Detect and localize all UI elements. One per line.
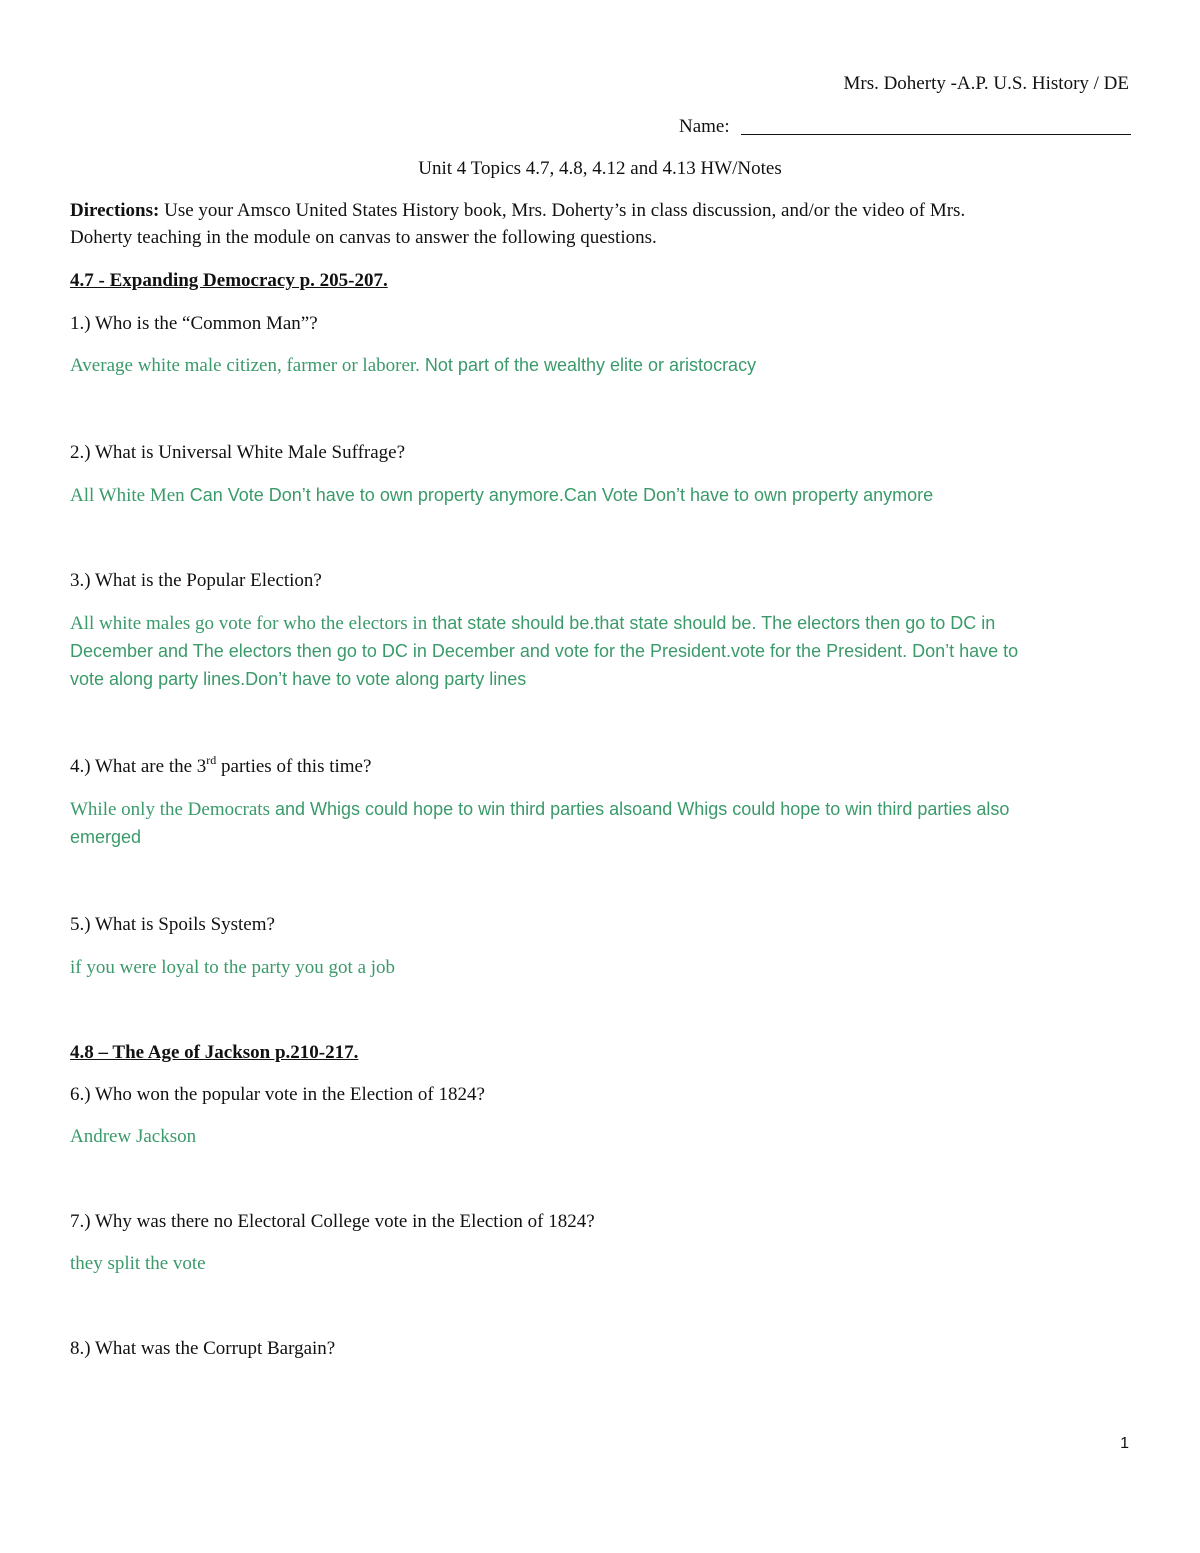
answer-2[interactable] bbox=[70, 485, 933, 507]
answer-4-line-1[interactable] bbox=[70, 799, 1009, 821]
question-2: 2.) What is Universal White Male Suffrage? bbox=[70, 442, 406, 463]
answer-3-line-1[interactable] bbox=[70, 613, 995, 635]
answer-3-line-3[interactable]: vote along party lines.Don’t have to vote along party lines bbox=[70, 669, 527, 689]
question-5: 5.) What is Spoils System? bbox=[70, 914, 275, 935]
answer-6[interactable]: Andrew Jackson bbox=[70, 1126, 197, 1147]
question-6: 6.) Who won the popular vote in the Election of 1824? bbox=[70, 1084, 485, 1105]
answer-1-part-a: Average white male citizen, farmer or laborer. bbox=[70, 355, 420, 376]
answer-4-part-b: and Whigs could hope to win third parties alsoand Whigs could hope to win third parties also bbox=[269, 799, 1010, 819]
directions-line-2: Doherty teaching in the module on canvas to answer the following questions. bbox=[70, 227, 657, 248]
question-4-prefix: 4.) What are the 3 bbox=[70, 756, 207, 777]
answer-4-part-a: While only the Democrats bbox=[70, 799, 270, 820]
answer-7[interactable]: they split the vote bbox=[70, 1253, 206, 1274]
directions-text-1: Use your Amsco United States History book, Mrs. Doherty’s in class discussion, and/or the video of Mrs. bbox=[159, 200, 966, 221]
section-heading-4-8: 4.8 – The Age of Jackson p.210-217. bbox=[70, 1042, 359, 1063]
directions-line-1 bbox=[70, 200, 965, 222]
answer-2-part-b: Can Vote Don’t have to own property anymore.Can Vote Don’t have to own property anymore bbox=[184, 485, 934, 505]
answer-4-line-2[interactable]: emerged bbox=[70, 827, 142, 847]
question-3: 3.) What is the Popular Election? bbox=[70, 570, 322, 591]
worksheet-title: Unit 4 Topics 4.7, 4.8, 4.12 and 4.13 HW/Notes bbox=[418, 158, 782, 179]
name-blank-line[interactable] bbox=[741, 134, 1131, 135]
answer-3-part-b: that state should be.that state should be. The electors then go to DC in bbox=[427, 613, 996, 633]
question-4-suffix: parties of this time? bbox=[216, 756, 372, 777]
answer-1-part-b: Not part of the wealthy elite or aristocracy bbox=[419, 355, 757, 375]
name-label: Name: bbox=[679, 116, 730, 137]
answer-5[interactable]: if you were loyal to the party you got a job bbox=[70, 957, 396, 978]
question-1: 1.) Who is the “Common Man”? bbox=[70, 313, 318, 334]
answer-2-part-a: All White Men bbox=[70, 485, 185, 506]
answer-3-part-a: All white males go vote for who the electors in bbox=[70, 613, 428, 634]
answer-3-line-2[interactable]: December and The electors then go to DC in December and vote for the President.vote for the President. Don’t have to bbox=[70, 641, 1019, 661]
question-4 bbox=[70, 752, 372, 778]
question-8: 8.) What was the Corrupt Bargain? bbox=[70, 1338, 336, 1359]
question-4-superscript: rd bbox=[206, 752, 217, 767]
directions-label: Directions: bbox=[70, 200, 160, 221]
teacher-course-header: Mrs. Doherty -A.P. U.S. History / DE bbox=[843, 73, 1129, 94]
answer-1[interactable] bbox=[70, 355, 756, 377]
page-number: 1 bbox=[1120, 1435, 1129, 1452]
question-7: 7.) Why was there no Electoral College vote in the Election of 1824? bbox=[70, 1211, 595, 1232]
section-heading-4-7: 4.7 - Expanding Democracy p. 205-207. bbox=[70, 270, 388, 291]
